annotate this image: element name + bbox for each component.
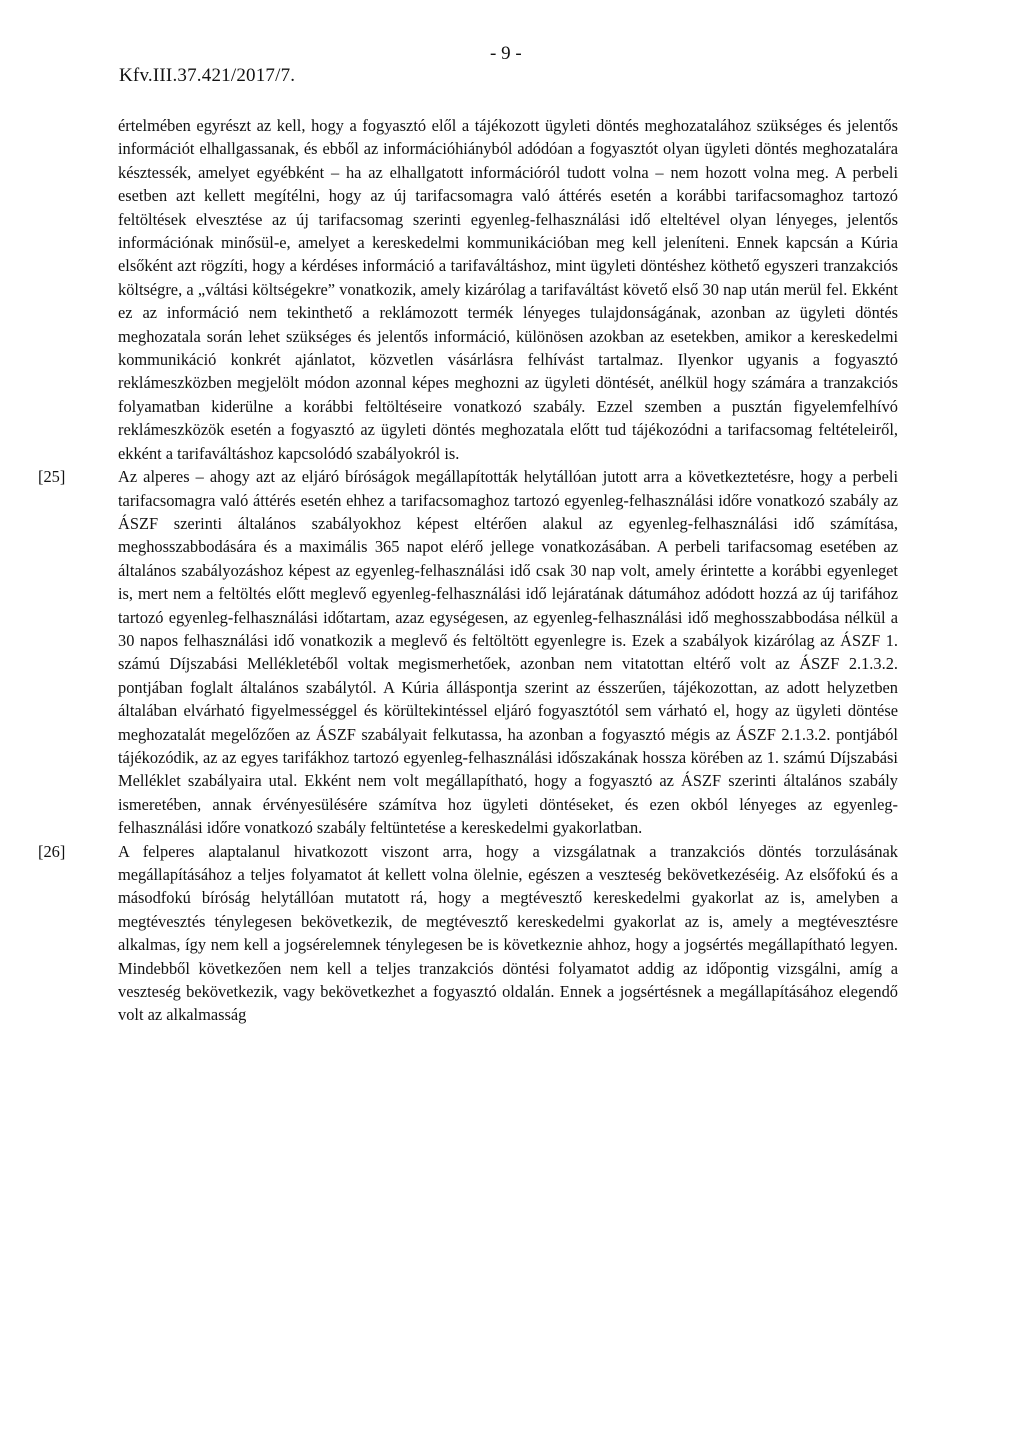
paragraph-25 — [38, 465, 898, 840]
paragraph-text: A felperes alaptalanul hivatkozott viszont arra, hogy a vizsgálatnak a tranzakciós döntés torzulásának megállapításához a teljes folyamatot át kellett volna ölelnie, egészen a veszteség bekövetkezéséig. Az elsőfokú és a másodfokú bíróság helytállóan mutatott rá, hogy a megtévesztő kereskedelmi gyakorlat az is, amelyben a megtévesztés ténylegesen bekövetkezik, de megtévesztő kereskedelmi gyakorlat az is, amely a megtévesztésre alkalmas, így nem kell a jogsérelemnek ténylegesen be is következnie ahhoz, hogy a jogsértés megállapítható legyen. Mindebből következően nem kell a teljes tranzakciós döntési folyamatot addig az időpontig vizsgálni, amíg a veszteség bekövetkezik, vagy bekövetkezhet a fogyasztó oldalán. Ennek a jogsértésnek a megállapításához elegendő volt az alkalmasság — [118, 841, 898, 1025]
case-number: Kfv.III.37.421/2017/7. — [119, 65, 296, 86]
paragraph-number: [25] — [38, 467, 66, 487]
paragraph-text: értelmében egyrészt az kell, hogy a fogyasztó elől a tájékozott ügyleti döntés meghozatalához szükséges és jelentős információt elhallgassanak, és ebből az információhiányból adódóan a fogyasztót olyan ügyleti döntés meghozatalára késztessék, amelyet egyébként – ha az elhallgatott információról tudott volna – nem hozott volna meg. A perbeli esetben azt kellett megítélni, hogy az új tarifacsomagra való áttérés esetén a korábbi tarifacsomaghoz tartozó feltöltések elvesztése az új tarifacsomag szerinti egyenleg-felhasználási idő elteltével olyan lényeges, jelentős információnak minősül-e, amelyet a kereskedelmi kommunikációban meg kell jeleníteni. Ennek kapcsán a Kúria elsőként azt rögzíti, hogy a kérdéses információ a tarifaváltáshoz, mint ügyleti döntéshez köthető egyszeri tranzakciós költségre, a „váltási költségekre” vonatkozik, amely kizárólag a tarifaváltást követő első 30 nap után merül fel. Ekként ez az információ nem tekinthető a reklámozott termék lényeges tulajdonságának, azonban az ügyleti döntés meghozatala során lehet szükséges és jelentős információ, különösen azokban az esetekben, amikor a kereskedelmi kommunikáció konkrét ajánlatot, közvetlen vásárlásra felhívást tartalmaz. Ilyenkor ugyanis a fogyasztó reklámeszközben megjelölt módon azonnal képes meghozni az ügyleti döntését, anélkül hogy számára a tranzakciós folyamatban kiderülne a korábbi feltöltéseire vonatkozó szabály. Ezzel szemben a pusztán figyelemfelhívó reklámeszközök esetén a fogyasztó az ügyleti döntés meghozatala előtt tud tájékozódni a tarifacsomag feltételeiről, ekként a tarifaváltáshoz kapcsolódó szabályokról is. — [118, 116, 898, 463]
paragraph-text: Az alperes – ahogy azt az eljáró bíróságok megállapították helytállóan jutott arra a következtetésre, hogy a perbeli tarifacsomagra való áttérés esetén ehhez a tarifacsomaghoz tartozó egyenleg-felhasználási időre vonatkozó szabály az ÁSZF szerinti általános szabályokhoz képest eltérően alakul az egyenleg-felhasználási idő számítása, meghosszabbodására és a maximális 365 napot elérő jellege vonatkozásában. A perbeli tarifacsomag esetében az általános szabályozáshoz képest az egyenleg-felhasználási idő csak 30 nap volt, amely érintette a korábbi egyenleget is, mert nem a feltöltés előtt meglevő egyenleg-felhasználási idő lejáratának dátumához adódott hozzá az új tarifához tartozó egyenleg-felhasználási időtartam, azaz egységesen, az egyenleg-felhasználási idő meghosszabbodása nélkül a 30 napos felhasználási idő vonatkozik a meglevő és feltöltött egyenlegre is. Ezek a szabályok kizárólag az ÁSZF 1. számú Díjszabási Mellékletéből voltak megismerhetőek, azonban nem vitatottan eltérő volt az ÁSZF 2.1.3.2. pontjában foglalt általános szabálytól. A Kúria álláspontja szerint az ésszerűen, tájékozottan, az adott helyzetben általában elvárható figyelmességgel és körültekintéssel eljáró fogyasztótól sem várható el, hogy az ügyleti döntése meghozatalát megelőzően az ÁSZF szabályait felkutassa, ha azonban a fogyasztó mégis az ÁSZF 2.1.3.2. pontjából tájékozódik, az az egyes tarifákhoz tartozó egyenleg-felhasználási időszakának hossza körében az 1. számú Díjszabási Melléklet szabályaira utal. Ekként nem volt megállapítható, hogy a fogyasztó az ÁSZF szerinti általános szabály ismeretében, annak érvényesülésére számítva hoz ügyleti döntéseket, és ezen okból lényeges az egyenleg-felhasználási időre vonatkozó szabály feltüntetése a kereskedelmi gyakorlatban. — [118, 467, 898, 838]
paragraph-number: [26] — [38, 841, 66, 861]
page-number: - 9 - — [490, 43, 522, 64]
paragraph-continued — [118, 114, 898, 465]
body-text — [38, 114, 898, 1027]
paragraph-26 — [38, 840, 898, 1027]
